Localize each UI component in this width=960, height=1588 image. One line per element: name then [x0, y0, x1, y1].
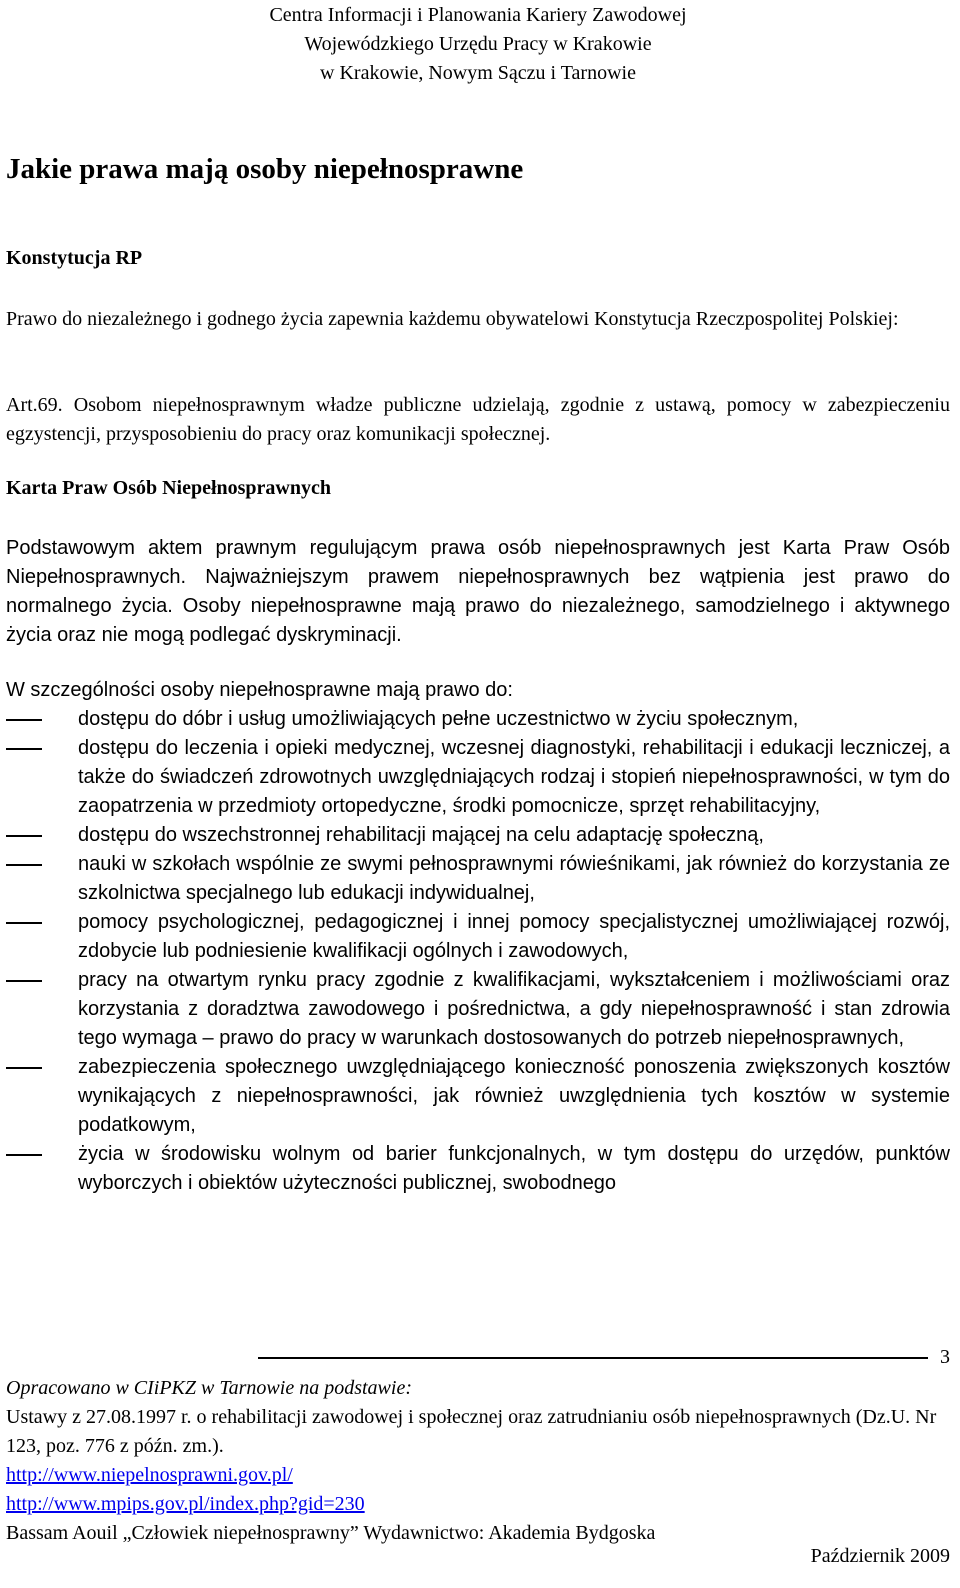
source-label: Opracowano w CIiPKZ w Tarnowie na podstawie:: [6, 1377, 412, 1399]
list-item: dostępu do dóbr i usług umożliwiających pełne uczestnictwo w życiu społecznym,: [6, 705, 950, 734]
list-item: pomocy psychologicznej, pedagogicznej i innej pomocy specjalistycznej umożliwiającej rozwój, zdobycie lub podniesienie kwalifikacji ogólnych i zawodowych,: [6, 908, 950, 966]
document-header: [6, 0, 950, 88]
dash-bullet: [6, 835, 42, 837]
list-item: dostępu do leczenia i opieki medycznej, wczesnej diagnostyki, rehabilitacji i edukacji leczniczej, a także do świadczeń zdrowotnych uwzględniających rodzaj i stopień niepełnosprawności, w tym do zaopatrzenia w przedmioty ortopedyczne, środki pomocnicze, sprzęt rehabilitacyjny,: [6, 734, 950, 821]
header-line-1: Centra Informacji i Planowania Kariery Zawodowej: [269, 4, 687, 26]
page-number: 3: [940, 1346, 950, 1368]
list-item: dostępu do wszechstronnej rehabilitacji mającej na celu adaptację społeczną,: [6, 821, 950, 850]
list-item: zabezpieczenia społecznego uwzględniającego konieczność ponoszenia zwiększonych kosztów wynikających z niepełnosprawności, jak również uwzględnienia tych kosztów w systemie podatkowym,: [6, 1053, 950, 1140]
constitution-intro: Prawo do niezależnego i godnego życia zapewnia każdemu obywatelowi Konstytucja Rzeczpospolitej Polskiej:: [6, 308, 899, 330]
article-69: Art.69. Osobom niepełnosprawnym władze publiczne udzielają, zgodnie z ustawą, pomocy w zabezpieczeniu egzystencji, przysposobieniu do pracy oraz komunikacji społecznej.: [6, 394, 950, 445]
header-line-2: Wojewódzkiego Urzędu Pracy w Krakowie: [304, 33, 652, 55]
section-heading-konstytucja: Konstytucja RP: [6, 247, 143, 269]
list-item: pracy na otwartym rynku pracy zgodnie z kwalifikacjami, wykształceniem i możliwościami oraz korzystania z doradztwa zawodowego i pośrednictwa, a gdy niepełnosprawność i stan zdrowia tego wymaga – prawo do pracy w warunkach dostosowanych do potrzeb niepełnosprawnych,: [6, 966, 950, 1053]
document-page: [6, 0, 950, 1567]
dash-bullet: [6, 980, 42, 982]
dash-bullet: [6, 922, 42, 924]
rights-list: [6, 705, 950, 1198]
rights-list-intro: W szczególności osoby niepełnosprawne mają prawo do:: [6, 679, 513, 701]
karta-paragraph: Podstawowym aktem prawnym regulującym prawa osób niepełnosprawnych jest Karta Praw Osób Niepełnosprawnych. Najważniejszym prawem niepełnosprawnych bez wątpienia jest prawo do normalnego życia. Osoby niepełnosprawne mają prawo do niezależnego, samodzielnego i aktywnego życia oraz nie mogą podlegać dyskryminacji.: [6, 537, 950, 646]
list-item: nauki w szkołach wspólnie ze swymi pełnosprawnymi rówieśnikami, jak również do korzystania ze szkolnictwa specjalnego lub edukacji indywidualnej,: [6, 850, 950, 908]
section-heading-karta: Karta Praw Osób Niepełnosprawnych: [6, 477, 331, 499]
dash-bullet: [6, 1154, 42, 1156]
footer-divider: [258, 1357, 928, 1359]
dash-bullet: [6, 748, 42, 750]
publication-date: Październik 2009: [810, 1545, 950, 1567]
source-book: Bassam Aouil „Człowiek niepełnosprawny” Wydawnictwo: Akademia Bydgoska: [6, 1522, 656, 1544]
source-statute: Ustawy z 27.08.1997 r. o rehabilitacji zawodowej i społecznej oraz zatrudnianiu osób niepełnosprawnych (Dz.U. Nr 123, poz. 776 z późn. zm.).: [6, 1406, 937, 1457]
list-item: życia w środowisku wolnym od barier funkcjonalnych, w tym dostępu do urzędów, punktów wyborczych i obiektów użyteczności publicznej, swobodnego: [6, 1140, 950, 1198]
page-title: Jakie prawa mają osoby niepełnosprawne: [6, 153, 524, 185]
dash-bullet: [6, 1067, 42, 1069]
dash-bullet: [6, 719, 42, 721]
link-niepelnosprawni[interactable]: http://www.niepelnosprawni.gov.pl/: [6, 1464, 293, 1486]
link-mpips[interactable]: http://www.mpips.gov.pl/index.php?gid=230: [6, 1493, 365, 1515]
header-line-3: w Krakowie, Nowym Sączu i Tarnowie: [320, 62, 636, 84]
footer-sources: [6, 1374, 950, 1548]
dash-bullet: [6, 864, 42, 866]
